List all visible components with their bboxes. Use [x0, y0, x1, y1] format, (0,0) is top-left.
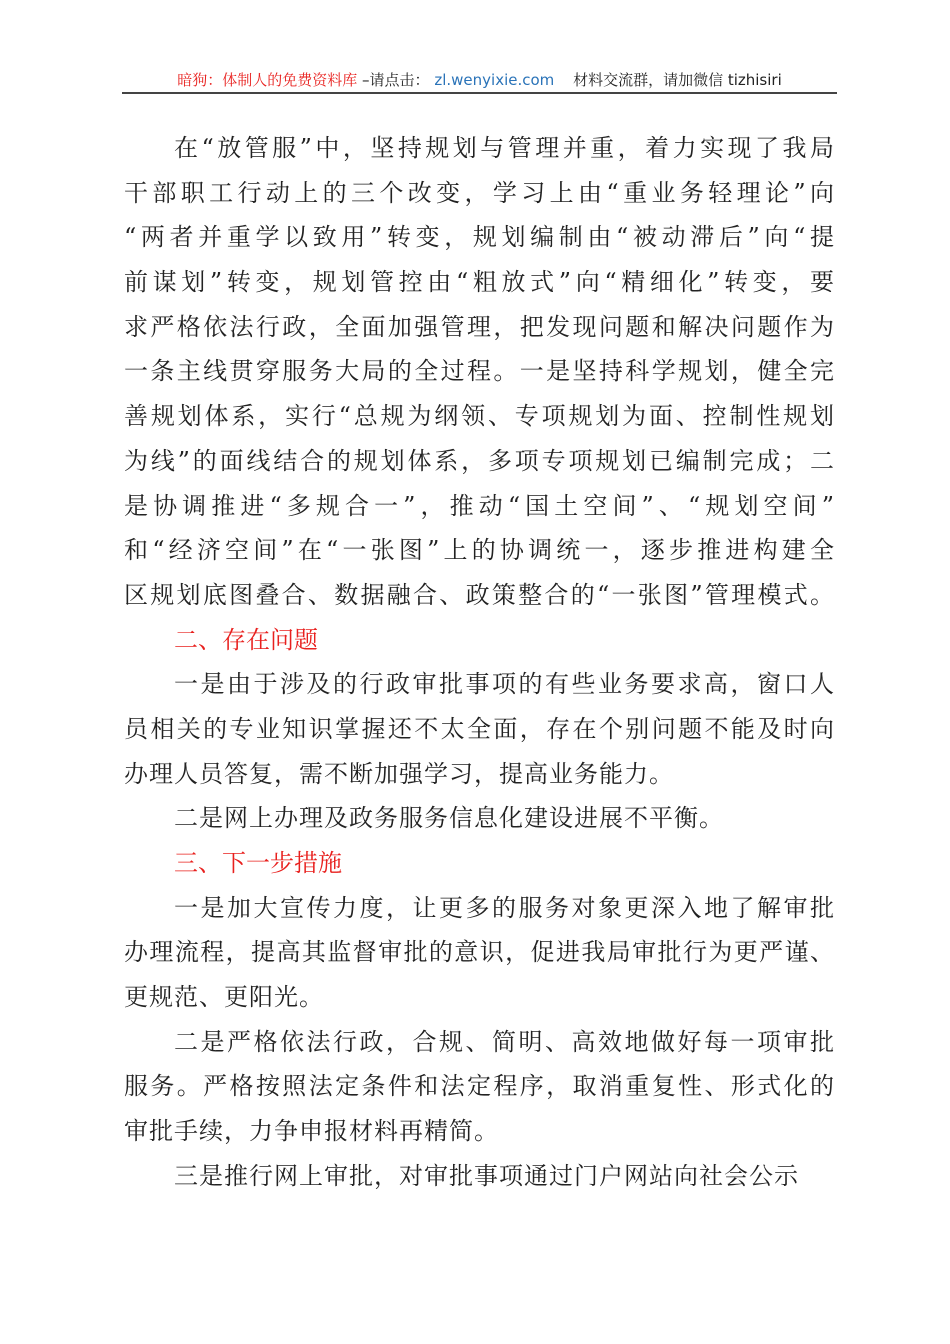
- text-line: 一是加大宣传力度，让更多的服务对象更深入地了解审批: [174, 893, 835, 922]
- paragraph: [124, 1020, 835, 1154]
- text-line: 办理人员答复，需不断加强学习，提高业务能力。: [124, 759, 674, 788]
- text-line: 善规划体系，实行“总规为纲领、专项规划为面、控制性规划: [124, 402, 835, 431]
- text-line: 一是由于涉及的行政审批事项的有些业务要求高，窗口人: [174, 670, 835, 699]
- text-line: 求严格依法行政，全面加强管理，把发现问题和解决问题作为: [124, 312, 835, 341]
- text-line: 服务。严格按照法定条件和法定程序，取消重复性、形式化的: [124, 1072, 835, 1101]
- text-line: 办理流程，提高其监督审批的意识，促进我局审批行为更严谨、: [124, 938, 835, 967]
- header-contact: 材料交流群，请加微信 tizhisiri: [573, 71, 782, 89]
- document-body: [124, 126, 835, 1199]
- text-line: 区规划底图叠合、数据融合、政策整合的“一张图”管理模式。: [124, 580, 835, 609]
- text-line: 审批手续，力争申报材料再精简。: [124, 1117, 499, 1146]
- text-line: 更规范、更阳光。: [124, 983, 324, 1012]
- text-line: 员相关的专业知识掌握还不太全面，存在个别问题不能及时向: [124, 714, 835, 743]
- text-line: 三是推行网上审批，对审批事项通过门户网站向社会公示: [174, 1161, 799, 1190]
- section-heading: 二、存在问题: [174, 625, 318, 654]
- header-divider: [122, 92, 837, 94]
- header-prompt: –请点击：: [362, 71, 430, 89]
- paragraph: [124, 886, 835, 1020]
- header-link[interactable]: zl.wenyixie.com: [434, 71, 555, 89]
- text-line: 前谋划”转变，规划管控由“粗放式”向“精细化”转变，要: [124, 268, 835, 297]
- text-line: 二是严格依法行政，合规、简明、高效地做好每一项审批: [174, 1027, 835, 1056]
- paragraph: [124, 796, 835, 841]
- page-header: [122, 68, 837, 92]
- paragraph: [124, 662, 835, 796]
- text-line: 是协调推进“多规合一”，推动“国土空间”、“规划空间”: [124, 491, 835, 520]
- text-line: 二是网上办理及政务服务信息化建设进展不平衡。: [174, 804, 724, 833]
- text-line: 为线”的面线结合的规划体系，多项专项规划已编制完成；二: [124, 446, 835, 475]
- text-line: 在“放管服”中，坚持规划与管理并重，着力实现了我局: [174, 134, 835, 162]
- text-line: 一条主线贯穿服务大局的全过程。一是坚持科学规划，健全完: [124, 357, 835, 386]
- header-site-name: 暗狗：体制人的免费资料库: [177, 71, 358, 89]
- text-line: “两者并重学以致用”转变，规划编制由“被动滞后”向“提: [124, 223, 835, 252]
- paragraph: [124, 126, 835, 618]
- text-line: 和“经济空间”在“一张图”上的协调统一，逐步推进构建全: [124, 536, 835, 565]
- paragraph: [124, 1154, 835, 1199]
- text-line: 干部职工行动上的三个改变，学习上由“重业务轻理论”向: [124, 178, 835, 207]
- section-heading: 三、下一步措施: [174, 849, 342, 877]
